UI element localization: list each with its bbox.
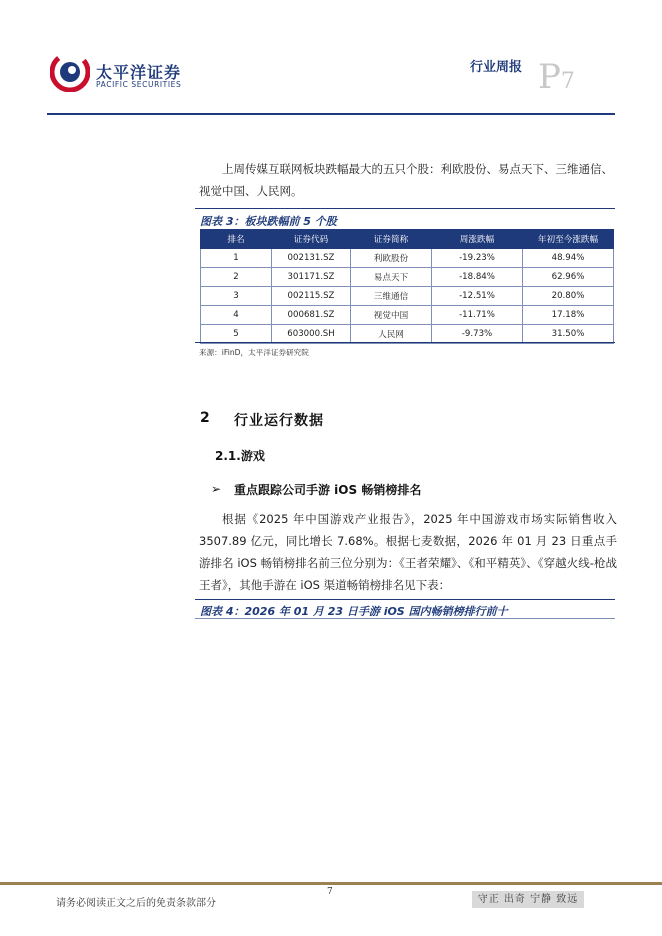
logo-text-en: PACIFIC SECURITIES — [96, 80, 182, 89]
pacific-securities-logo-icon — [50, 52, 90, 92]
table-header-row — [201, 230, 614, 249]
cell-code: 603000.SH — [272, 325, 351, 344]
cell-name: 三维通信 — [351, 287, 432, 306]
cell-ytd-change: 48.94% — [523, 249, 614, 268]
cell-ytd-change: 31.50% — [523, 325, 614, 344]
col-header-name: 证券简称 — [351, 230, 432, 249]
figure3-bottom-rule — [195, 342, 615, 343]
cell-weekly-change: -19.23% — [432, 249, 523, 268]
col-header-code: 证券代码 — [272, 230, 351, 249]
cell-name: 易点天下 — [351, 268, 432, 287]
table-row — [201, 287, 614, 306]
table-row — [201, 325, 614, 344]
cell-weekly-change: -9.73% — [432, 325, 523, 344]
cell-rank: 4 — [201, 306, 272, 325]
section-number: 2 — [200, 410, 210, 426]
cell-code: 000681.SZ — [272, 306, 351, 325]
figure4-title-underline — [195, 618, 615, 619]
figure3-source: 来源：iFinD，太平洋证券研究院 — [199, 348, 309, 357]
games-paragraph: 根据《2025 年中国游戏产业报告》，2025 年中国游戏市场实际销售收入 3507.89 亿元，同比增长 7.68%。根据七麦数据，2026 年 01 月 23 日重点手游排名 iOS 畅销榜排名前三位分别为：《王者荣耀》、《和平精英》、《穿越火线-枪战王者》，其他手游在 iOS 渠道畅销榜排名见下表： — [199, 512, 617, 592]
subsection-title: 2.1.游戏 — [215, 449, 265, 463]
figure4-title: 图表 4：2026 年 01 月 23 日手游 iOS 国内畅销榜排行前十 — [200, 605, 508, 618]
footer-motto: 守正 出奇 宁静 致远 — [472, 891, 584, 908]
figure3-title: 图表 3：板块跌幅前 5 个股 — [200, 215, 337, 228]
cell-name: 视觉中国 — [351, 306, 432, 325]
table-row — [201, 306, 614, 325]
col-header-weekly-change: 周涨跌幅 — [432, 230, 523, 249]
cell-ytd-change: 20.80% — [523, 287, 614, 306]
cell-code: 002131.SZ — [272, 249, 351, 268]
report-type: 行业周报 — [470, 60, 523, 75]
cell-weekly-change: -12.51% — [432, 287, 523, 306]
footer-disclaimer: 请务必阅读正文之后的免责条款部分 — [56, 898, 216, 909]
cell-weekly-change: -11.71% — [432, 306, 523, 325]
col-header-ytd-change: 年初至今涨跌幅 — [523, 230, 614, 249]
table-row — [201, 268, 614, 287]
header-divider — [47, 113, 615, 115]
footer-page-number: 7 — [327, 887, 333, 897]
cell-code: 002115.SZ — [272, 287, 351, 306]
col-header-rank: 排名 — [201, 230, 272, 249]
cell-ytd-change: 62.96% — [523, 268, 614, 287]
section-title: 行业运行数据 — [234, 413, 324, 429]
footer-divider — [0, 882, 662, 885]
bullet-heading: 重点跟踪公司手游 iOS 畅销榜排名 — [234, 483, 422, 497]
cell-code: 301171.SZ — [272, 268, 351, 287]
table-row — [201, 249, 614, 268]
cell-rank: 1 — [201, 249, 272, 268]
cell-rank: 2 — [201, 268, 272, 287]
figure3-table — [200, 229, 614, 344]
cell-ytd-change: 17.18% — [523, 306, 614, 325]
cell-name: 人民网 — [351, 325, 432, 344]
intro-paragraph: 上周传媒互联网板块跌幅最大的五只个股：利欧股份、易点天下、三维通信、视觉中国、人民网。 — [199, 162, 613, 198]
cell-name: 利欧股份 — [351, 249, 432, 268]
arrow-bullet-icon: ➢ — [211, 482, 222, 496]
cell-weekly-change: -18.84% — [432, 268, 523, 287]
figure3-top-rule — [195, 208, 615, 209]
figure4-top-rule — [195, 599, 615, 600]
logo-text-cn: 太平洋证券 — [96, 63, 182, 82]
cell-rank: 5 — [201, 325, 272, 344]
cell-rank: 3 — [201, 287, 272, 306]
header-page-number: P7 — [538, 57, 575, 97]
